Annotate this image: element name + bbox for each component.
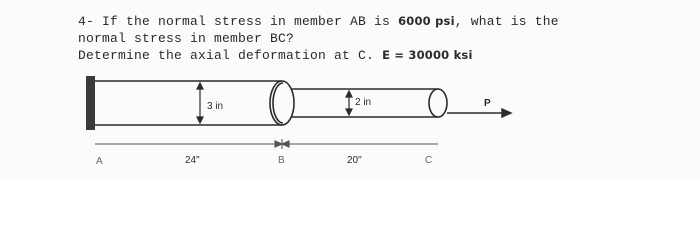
label-dia-ab: 3 in bbox=[207, 101, 224, 112]
diameter-arrow-bc bbox=[346, 91, 352, 115]
fixed-wall bbox=[86, 76, 95, 130]
label-dia-bc: 2 in bbox=[355, 97, 372, 108]
diameter-arrow-ab bbox=[197, 83, 203, 123]
label-load: P bbox=[484, 98, 491, 109]
label-point-a: A bbox=[96, 156, 103, 167]
problem-text-1b: , what is the bbox=[454, 14, 559, 29]
stress-value: 6000 psi bbox=[398, 14, 455, 28]
label-len-bc: 20" bbox=[347, 155, 362, 166]
modulus-value: E = 30000 ksi bbox=[382, 48, 473, 62]
label-len-ab: 24" bbox=[185, 155, 200, 166]
problem-text-3: Determine the axial deformation at C. bbox=[78, 48, 375, 63]
member-ab bbox=[95, 81, 294, 125]
length-dimension bbox=[95, 139, 438, 149]
label-point-b: B bbox=[278, 155, 285, 166]
load-arrow bbox=[447, 109, 511, 117]
problem-text-1a: 4- If the normal stress in member AB is bbox=[78, 14, 391, 29]
problem-line-2: normal stress in member BC? bbox=[78, 31, 295, 46]
label-point-c: C bbox=[425, 155, 433, 166]
